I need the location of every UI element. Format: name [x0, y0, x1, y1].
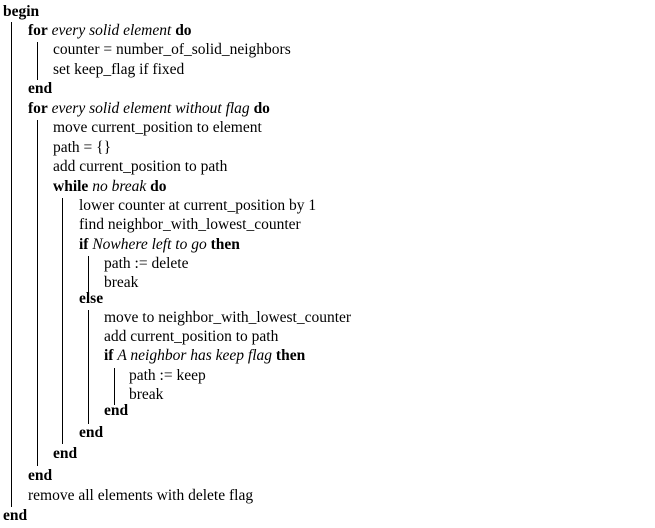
statement-move-to-neighbor: move to neighbor_with_lowest_counter	[104, 309, 352, 326]
then-keyword: then	[210, 236, 240, 253]
statement-path-delete: path := delete	[104, 255, 189, 272]
block-guide-for2	[37, 120, 38, 466]
if-nowhere-line	[79, 236, 240, 254]
do-keyword: do	[253, 100, 270, 117]
else-keyword: else	[79, 290, 104, 307]
do-keyword: do	[175, 22, 192, 39]
do-keyword: do	[150, 178, 167, 195]
for-without-flag-line	[28, 100, 270, 118]
if-keyword: if	[104, 347, 114, 364]
for-condition: every solid element without flag	[51, 100, 250, 117]
block-guide-else	[88, 310, 89, 424]
end-if1-keyword: end	[79, 424, 104, 441]
end-for1-keyword: end	[28, 80, 53, 97]
block-guide-if2	[114, 368, 115, 405]
end-if2-keyword: end	[104, 402, 129, 419]
statement-find-neighbor: find neighbor_with_lowest_counter	[79, 216, 301, 233]
while-condition: no break	[92, 178, 147, 195]
statement-move-current-position: move current_position to element	[53, 119, 262, 136]
begin-keyword: begin	[3, 3, 40, 20]
end-for2-keyword: end	[28, 467, 53, 484]
if-condition: Nowhere left to go	[92, 236, 207, 253]
statement-remove-elements: remove all elements with delete flag	[28, 487, 254, 504]
statement-lower-counter: lower counter at current_position by 1	[79, 197, 317, 214]
block-guide-begin	[11, 22, 12, 507]
statement-counter: counter = number_of_solid_neighbors	[53, 41, 291, 58]
block-guide-if1	[88, 256, 89, 293]
if-keep-flag-line	[104, 347, 305, 365]
statement-break: break	[104, 274, 139, 291]
while-line	[53, 178, 167, 196]
while-keyword: while	[53, 178, 89, 195]
if-keyword: if	[79, 236, 89, 253]
statement-add-to-path: add current_position to path	[104, 328, 279, 345]
end-while-keyword: end	[53, 445, 78, 462]
statement-path-init: path = {}	[53, 139, 112, 156]
block-guide-while	[62, 198, 63, 444]
end-keyword: end	[3, 507, 28, 524]
then-keyword: then	[275, 347, 306, 364]
for-every-solid-element-line	[28, 22, 192, 40]
statement-path-keep: path := keep	[129, 367, 206, 384]
block-guide-for1	[37, 42, 38, 80]
if-condition: A neighbor has keep flag	[117, 347, 273, 364]
statement-set-keep-flag: set keep_flag if fixed	[53, 61, 185, 78]
statement-break: break	[129, 386, 164, 403]
for-keyword: for	[28, 22, 48, 39]
statement-add-to-path: add current_position to path	[53, 158, 228, 175]
for-condition: every solid element	[51, 22, 172, 39]
for-keyword: for	[28, 100, 48, 117]
